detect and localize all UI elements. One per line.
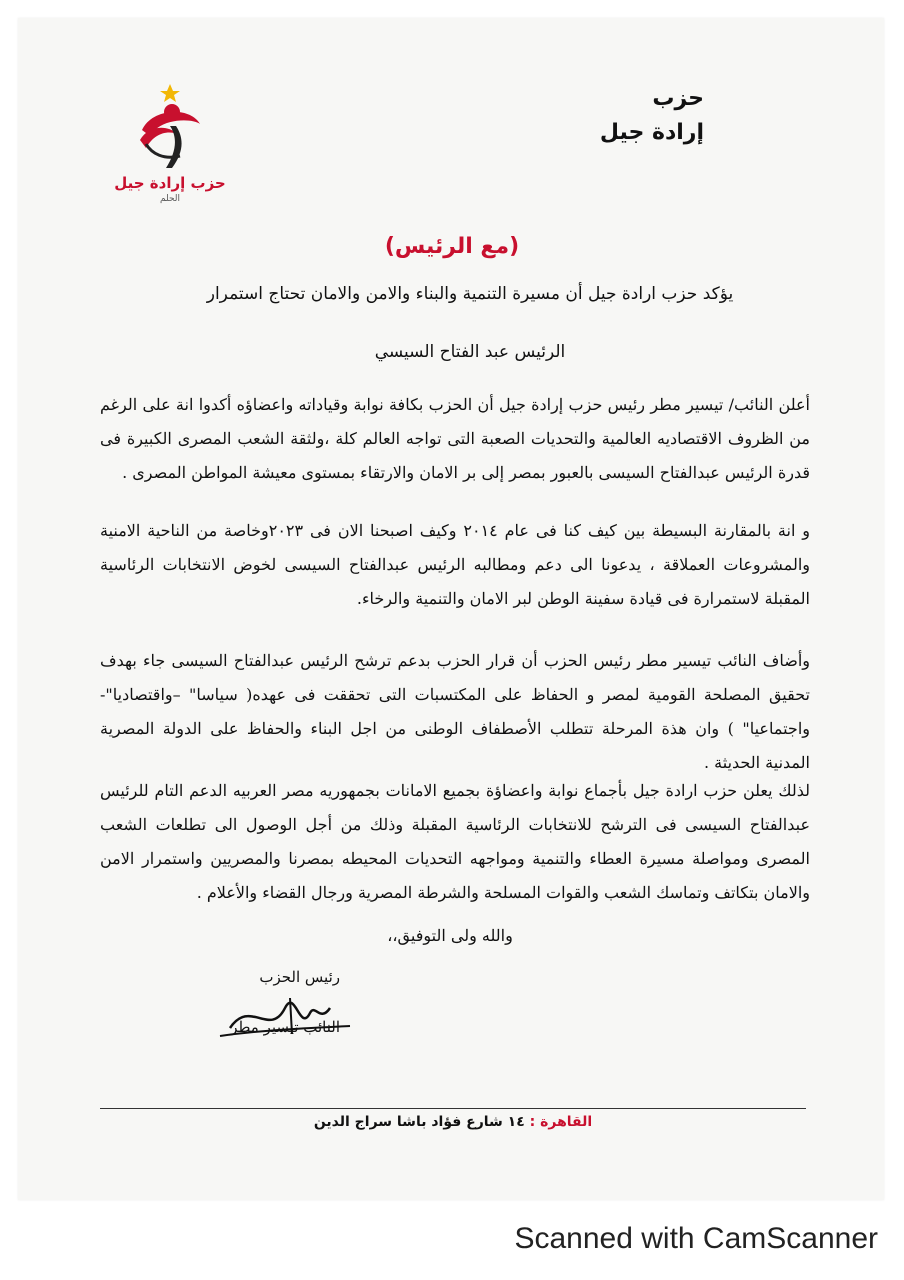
logo-tagline: الحلم [159, 194, 181, 204]
subtitle-line: الرئيس عبد الفتاح السيسي [374, 342, 566, 362]
footer-street: ١٤ شارع فؤاد باشا سراج الدين [313, 1114, 525, 1130]
document-title: (مع الرئيس) [384, 234, 520, 259]
scanner-watermark: Scanned with CamScanner [514, 1222, 878, 1255]
footer-city: القاهرة : [529, 1114, 593, 1130]
footer-divider [100, 1108, 806, 1109]
paragraph-3: وأضاف النائب تيسير مطر رئيس الحزب أن قرار الحزب بدعم ترشح الرئيس عبدالفتاح السيسى جاء بهدف تحقيق المصلحة القومية لمصر و الحفاظ على المكتسبات التى تحققت فى عهده( سياسا" –واقتصاديا"- واجتماعيا" ) وان هذة المرحلة تتطلب الأصطفاف الوطنى من اجل البناء والحفاظ على الدولة المصرية المدنية الحديثة . [100, 651, 810, 772]
party-header [524, 82, 704, 150]
footer-address [100, 1114, 806, 1130]
closing-line: والله ولى التوفيق،، [387, 926, 513, 945]
paragraph-1: أعلن النائب/ تيسير مطر رئيس حزب إرادة جيل أن الحزب بكافة نوابة وقياداته واعضاؤه أكدوا انة على الرغم من الظروف الاقتصاديه العالمية والتحديات الصعبة التى تواجه العالم كلة ،ولثقة الشعب المصرى الكبيرة فى قدرة الرئيس عبدالفتاح السيسى بالعبور بمصر إلى بر الامان والارتقاء بمستوى معيشة المواطن المصرى . [100, 395, 810, 482]
signature-name: النائب تيسير مطر [230, 1018, 340, 1036]
signature-block [200, 968, 360, 1058]
party-header-line1: حزب [652, 86, 704, 111]
paragraph-2: و انة بالمقارنة البسيطة بين كيف كنا فى عام ٢٠١٤ وكيف اصبحنا الان فى ٢٠٢٣وخاصة من الناحية الامنية والمشروعات العملاقة ، يدعونا الى دعم ومطالبه الرئيس عبدالفتاح السيسى لخوض الانتخابات الرئاسية المقبلة لاستمرارة فى قيادة سفينة الوطن لبر الامان والتنمية والرخاء. [100, 521, 811, 608]
party-logo [100, 78, 240, 218]
party-header-line2: إرادة جيل [599, 120, 704, 145]
logo-text: حزب إرادة جيل [114, 174, 226, 192]
lead-line: يؤكد حزب ارادة جيل أن مسيرة التنمية والبناء والامن والامان تحتاج استمرار [206, 284, 734, 304]
signature-role: رئيس الحزب [259, 968, 340, 986]
party-emblem-icon [100, 78, 240, 178]
paragraph-4: لذلك يعلن حزب ارادة جيل بأجماع نوابة واعضاؤة بجميع الامانات بجمهوريه مصر العربيه الدعم التام للرئيس عبدالفتاح السيسى فى الترشح للانتخابات الرئاسية المقبلة وذلك من أجل الوصول الى تطلعات الشعب المصرى ومواصلة مسيرة العطاء والتنمية ومواجهه التحديات المحيطه بمصرنا والمصريين واستمرار الامن والامان بتكاتف وتماسك الشعب والقوات المسلحة والشرطة المصرية ورجال القضاء والأعلام . [100, 781, 810, 902]
signature-scribble-icon [200, 978, 360, 1048]
